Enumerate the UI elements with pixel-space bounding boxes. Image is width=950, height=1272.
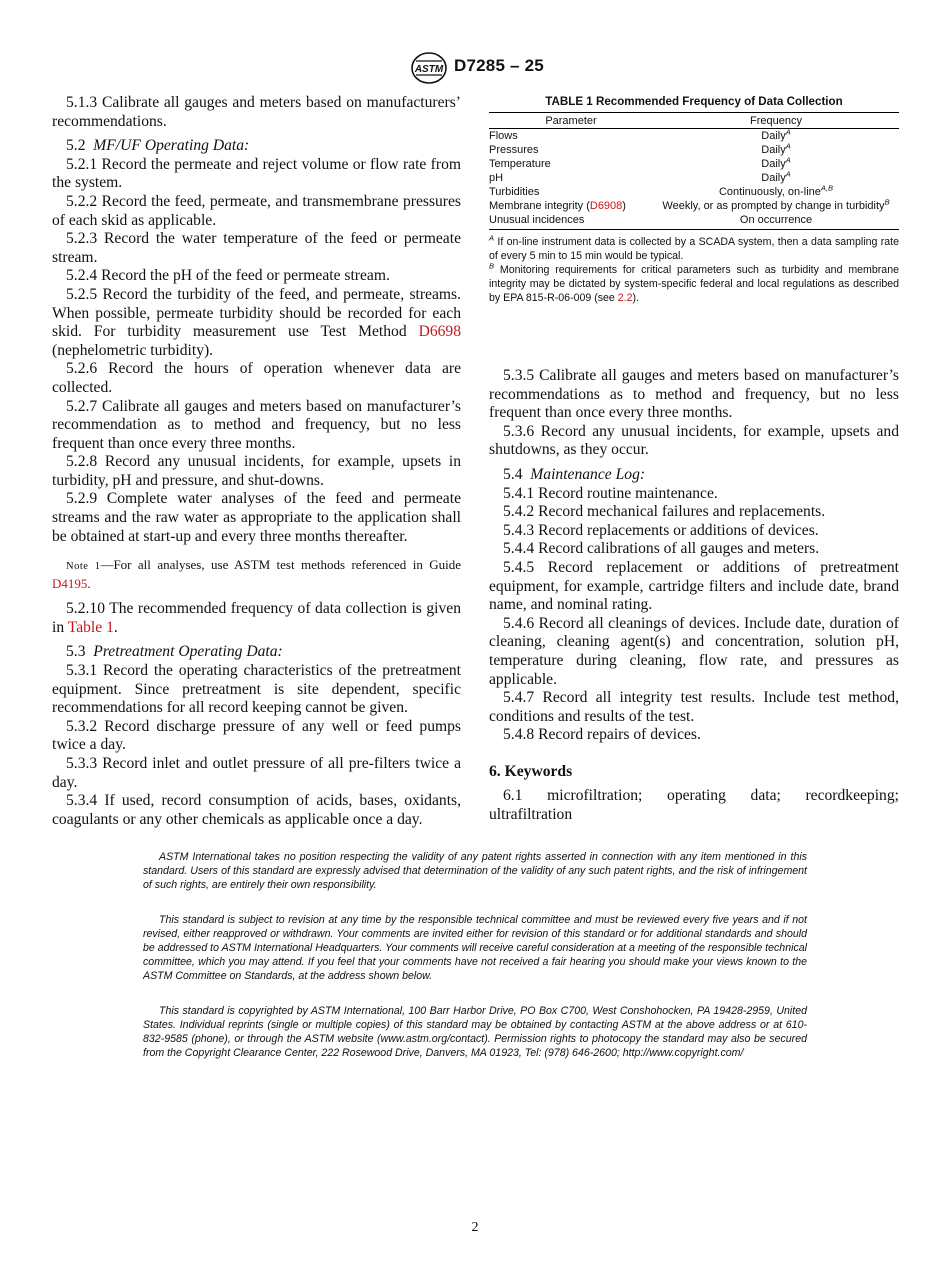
para-5-4-3: 5.4.3 Record replacements or additions of devices. (503, 521, 819, 539)
para-5-3-3: 5.3.3 Record inlet and outlet pressure of all pre-filters twice a day. (52, 755, 461, 791)
table-row (489, 213, 899, 230)
footnote-text: If on-line instrument data is collected by a SCADA system, then a data sampling rate of every 5 min to 15 min would be typical. (489, 236, 899, 262)
freq-text: Daily (761, 144, 786, 156)
astm-logo-icon (410, 52, 448, 84)
para-5-1-3: 5.1.3 Calibrate all gauges and meters based on manufacturers’ recommendations. (52, 94, 461, 130)
table-row (489, 129, 899, 144)
cell-parameter: Temperature (489, 158, 551, 170)
table-header-row (489, 113, 899, 129)
page-header (0, 50, 950, 86)
footnote-ref: A,B (820, 183, 833, 193)
link-d6698[interactable]: D6698 (418, 323, 462, 341)
table-1-block (489, 95, 899, 305)
freq-text: Daily (761, 130, 786, 142)
cell-frequency (653, 143, 899, 157)
footnote-text: Monitoring requirements for critical parameters such as turbidity and membrane integrity may be dictated by system-specific federal and local regulations as described by EPA 815-R-06-009 (see (489, 264, 899, 304)
freq-text: Continuously, on-line (718, 186, 821, 198)
footnote-ref: A (785, 141, 791, 151)
para-5-4-8: 5.4.8 Record repairs of devices. (503, 726, 701, 744)
notice-copyright: This standard is copyrighted by ASTM International, 100 Barr Harbor Drive, PO Box C700, West Conshohocken, PA 19428-2959, United States. Individual reprints (single or multiple copies) of this standard may be obtained by contacting ASTM at the above address or at 610-832-9585 (phone), or through the ASTM website (www.astm.org/contact). Permission rights to photocopy the standard may also be secured from the Copyright Clearance Center, 222 Rosewood Drive, Danvers, MA 01923, Tel: (978) 646-2600; http://www.copyright.com/ (143, 1005, 807, 1059)
para-5-3-5: 5.3.5 Calibrate all gauges and meters based on manufacturer’s recommendations as to method and frequency, but no less frequent than once every three months. (489, 367, 899, 422)
cell-frequency (653, 199, 899, 213)
cell-parameter: Unusual incidences (489, 213, 653, 230)
table-row (489, 143, 899, 157)
para-5-2-9: 5.2.9 Complete water analyses of the feed and permeate streams and the raw water as appropriate to the application shall be obtained at start-up and every three months thereafter. (52, 490, 461, 545)
note-label: Note 1 (66, 561, 101, 573)
table-row (489, 171, 899, 185)
para-5-3-1: 5.3.1 Record the operating characteristics of the pretreatment equipment. Since pretreatment is site dependent, specific recommendations for all record keeping cannot be given. (52, 662, 461, 717)
footnote-mark: A (489, 233, 495, 243)
cell-frequency (653, 129, 899, 144)
freq-text: Daily (761, 172, 786, 184)
section-title: MF/UF Operating Data: (93, 137, 250, 155)
link-d4195[interactable]: D4195 (52, 576, 88, 592)
para-text: (nephelometric turbidity). (52, 341, 214, 359)
para-text: 5.2.10 The recommended frequency of data collection is given in (52, 600, 461, 636)
para-5-2-4: 5.2.4 Record the pH of the feed or permeate stream. (66, 267, 390, 285)
para-5-2-1: 5.2.1 Record the permeate and reject volume or flow rate from the system. (52, 155, 461, 192)
footnote-text: ). (632, 292, 639, 304)
footnote-ref: A (785, 127, 791, 137)
para-5-2-7: 5.2.7 Calibrate all gauges and meters based on manufacturer’s recommendation as to method and frequency, but no less frequent than once every three months. (52, 397, 461, 452)
param-text: Membrane integrity ( (489, 200, 590, 212)
note-text: —For all analyses, use ASTM test methods referenced in Guide (100, 557, 461, 573)
para-5-2-3: 5.2.3 Record the water temperature of the feed or permeate stream. (52, 230, 461, 266)
footnote-ref: A (785, 169, 791, 179)
table-footnote-b (489, 263, 899, 305)
column-header-frequency: Frequency (653, 113, 899, 129)
para-5-4-2: 5.4.2 Record mechanical failures and replacements. (503, 503, 826, 521)
cell-frequency (653, 185, 899, 199)
table-row (489, 157, 899, 171)
para-5-3-4: 5.3.4 If used, record consumption of acids, bases, oxidants, coagulants or any other chemicals as applicable once a day. (52, 792, 461, 828)
cell-parameter: Pressures (489, 144, 539, 156)
notice-revision: This standard is subject to revision at any time by the responsible technical committee and must be reviewed every five years and if not revised, either reapproved or withdrawn. Your comments are invited either for revision of this standard or for additional standards and should be addressed to ASTM International Headquarters. Your comments will receive careful consideration at a meeting of the responsible technical committee, which you may attend. If you feel that your comments have not received a fair hearing you should make your views known to the ASTM Committee on Standards, at the address shown below. (143, 914, 807, 982)
cell-frequency (653, 157, 899, 171)
notice-patent: ASTM International takes no position respecting the validity of any patent rights asserted in connection with any item mentioned in this standard. Users of this standard are expressly advised that determination of the validity of any such patent rights, and the risk of infringement of such rights, are entirely their own responsibility. (143, 851, 807, 891)
logo-text: ASTM (414, 64, 444, 75)
para-text: 5.2.5 Record the turbidity of the feed, and permeate, streams. When possible, permeate turbidity should be recorded for each skid. For turbidity measurement use Test Method (52, 285, 461, 341)
para-5-3-6: 5.3.6 Record any unusual incidents, for example, upsets and shutdowns, as they occur. (489, 422, 899, 459)
para-6-1: 6.1 microfiltration; operating data; recordkeeping; ultrafiltration (489, 787, 899, 824)
cell-parameter (489, 199, 653, 213)
section-title: Maintenance Log: (530, 465, 646, 483)
link-table-1[interactable]: Table 1 (67, 618, 114, 636)
para-5-4-7: 5.4.7 Record all integrity test results. Include test method, conditions and results of the test. (489, 689, 899, 725)
keywords-heading: 6. Keywords (489, 762, 573, 780)
para-5-4-6: 5.4.6 Record all cleanings of devices. Include date, duration of cleaning, cleaning agent(s) and concentration, solution pH, temperature during cleaning, flow rate, and pressures as applicable. (489, 614, 899, 688)
para-5-4-4: 5.4.4 Record calibrations of all gauges and meters. (503, 540, 820, 558)
table-caption: TABLE 1 Recommended Frequency of Data Collection (545, 95, 843, 108)
table-row (489, 185, 899, 199)
section-title: Pretreatment Operating Data: (93, 643, 283, 661)
para-5-2-10: 5.2.10 The recommended frequency of data collection is given in Table 1. (52, 600, 461, 636)
table-row (489, 199, 899, 213)
page-number: 2 (471, 1220, 479, 1235)
footnote-ref: A (785, 155, 791, 165)
section-5-4-heading (489, 466, 899, 485)
para-5-2-2: 5.2.2 Record the feed, permeate, and transmembrane pressures of each skid as applicable. (52, 192, 461, 229)
right-column (489, 367, 899, 825)
note-1: Note 1—For all analyses, use ASTM test methods referenced in Guide D4195. (52, 557, 461, 592)
cell-parameter: Turbidities (489, 186, 540, 198)
legal-notices (143, 850, 807, 1081)
section-5-3-heading (52, 643, 461, 662)
para-5-3-2: 5.3.2 Record discharge pressure of any well or feed pumps twice a day. (52, 717, 461, 754)
para-5-2-5 (52, 286, 461, 360)
section-number: 5.2 (66, 137, 86, 155)
cell-frequency (653, 171, 899, 185)
cell-frequency (653, 213, 899, 230)
cell-parameter: Flows (489, 130, 518, 142)
para-5-4-5: 5.4.5 Record replacement or additions of pretreatment equipment, for example, cartridge filters and include date, brand name, and nominal rating. (489, 558, 899, 614)
document-designation: D7285 – 25 (454, 56, 544, 75)
column-header-parameter: Parameter (489, 113, 653, 129)
link-d6908[interactable]: D6908 (589, 200, 623, 212)
freq-text: Daily (761, 158, 786, 170)
footnote-mark: B (489, 261, 495, 271)
para-5-2-6: 5.2.6 Record the hours of operation whenever data are collected. (52, 360, 461, 396)
freq-text: On occurrence (739, 214, 813, 226)
section-number: 5.4 (503, 465, 523, 483)
cell-parameter: pH (489, 172, 504, 184)
section-number: 5.3 (66, 643, 86, 661)
para-5-2-8: 5.2.8 Record any unusual incidents, for example, upsets in turbidity, pH and pressure, and shut-downs. (52, 453, 461, 489)
table-footnote-a (489, 235, 899, 263)
footnote-ref: B (884, 197, 890, 207)
frequency-table (489, 112, 899, 230)
param-text: ) (622, 200, 626, 212)
link-2-2[interactable]: 2.2 (617, 292, 633, 304)
para-5-4-1: 5.4.1 Record routine maintenance. (503, 484, 718, 502)
left-column (52, 94, 461, 829)
section-5-2-heading (52, 137, 461, 156)
freq-text: Weekly, or as prompted by change in turbidity (662, 200, 885, 212)
